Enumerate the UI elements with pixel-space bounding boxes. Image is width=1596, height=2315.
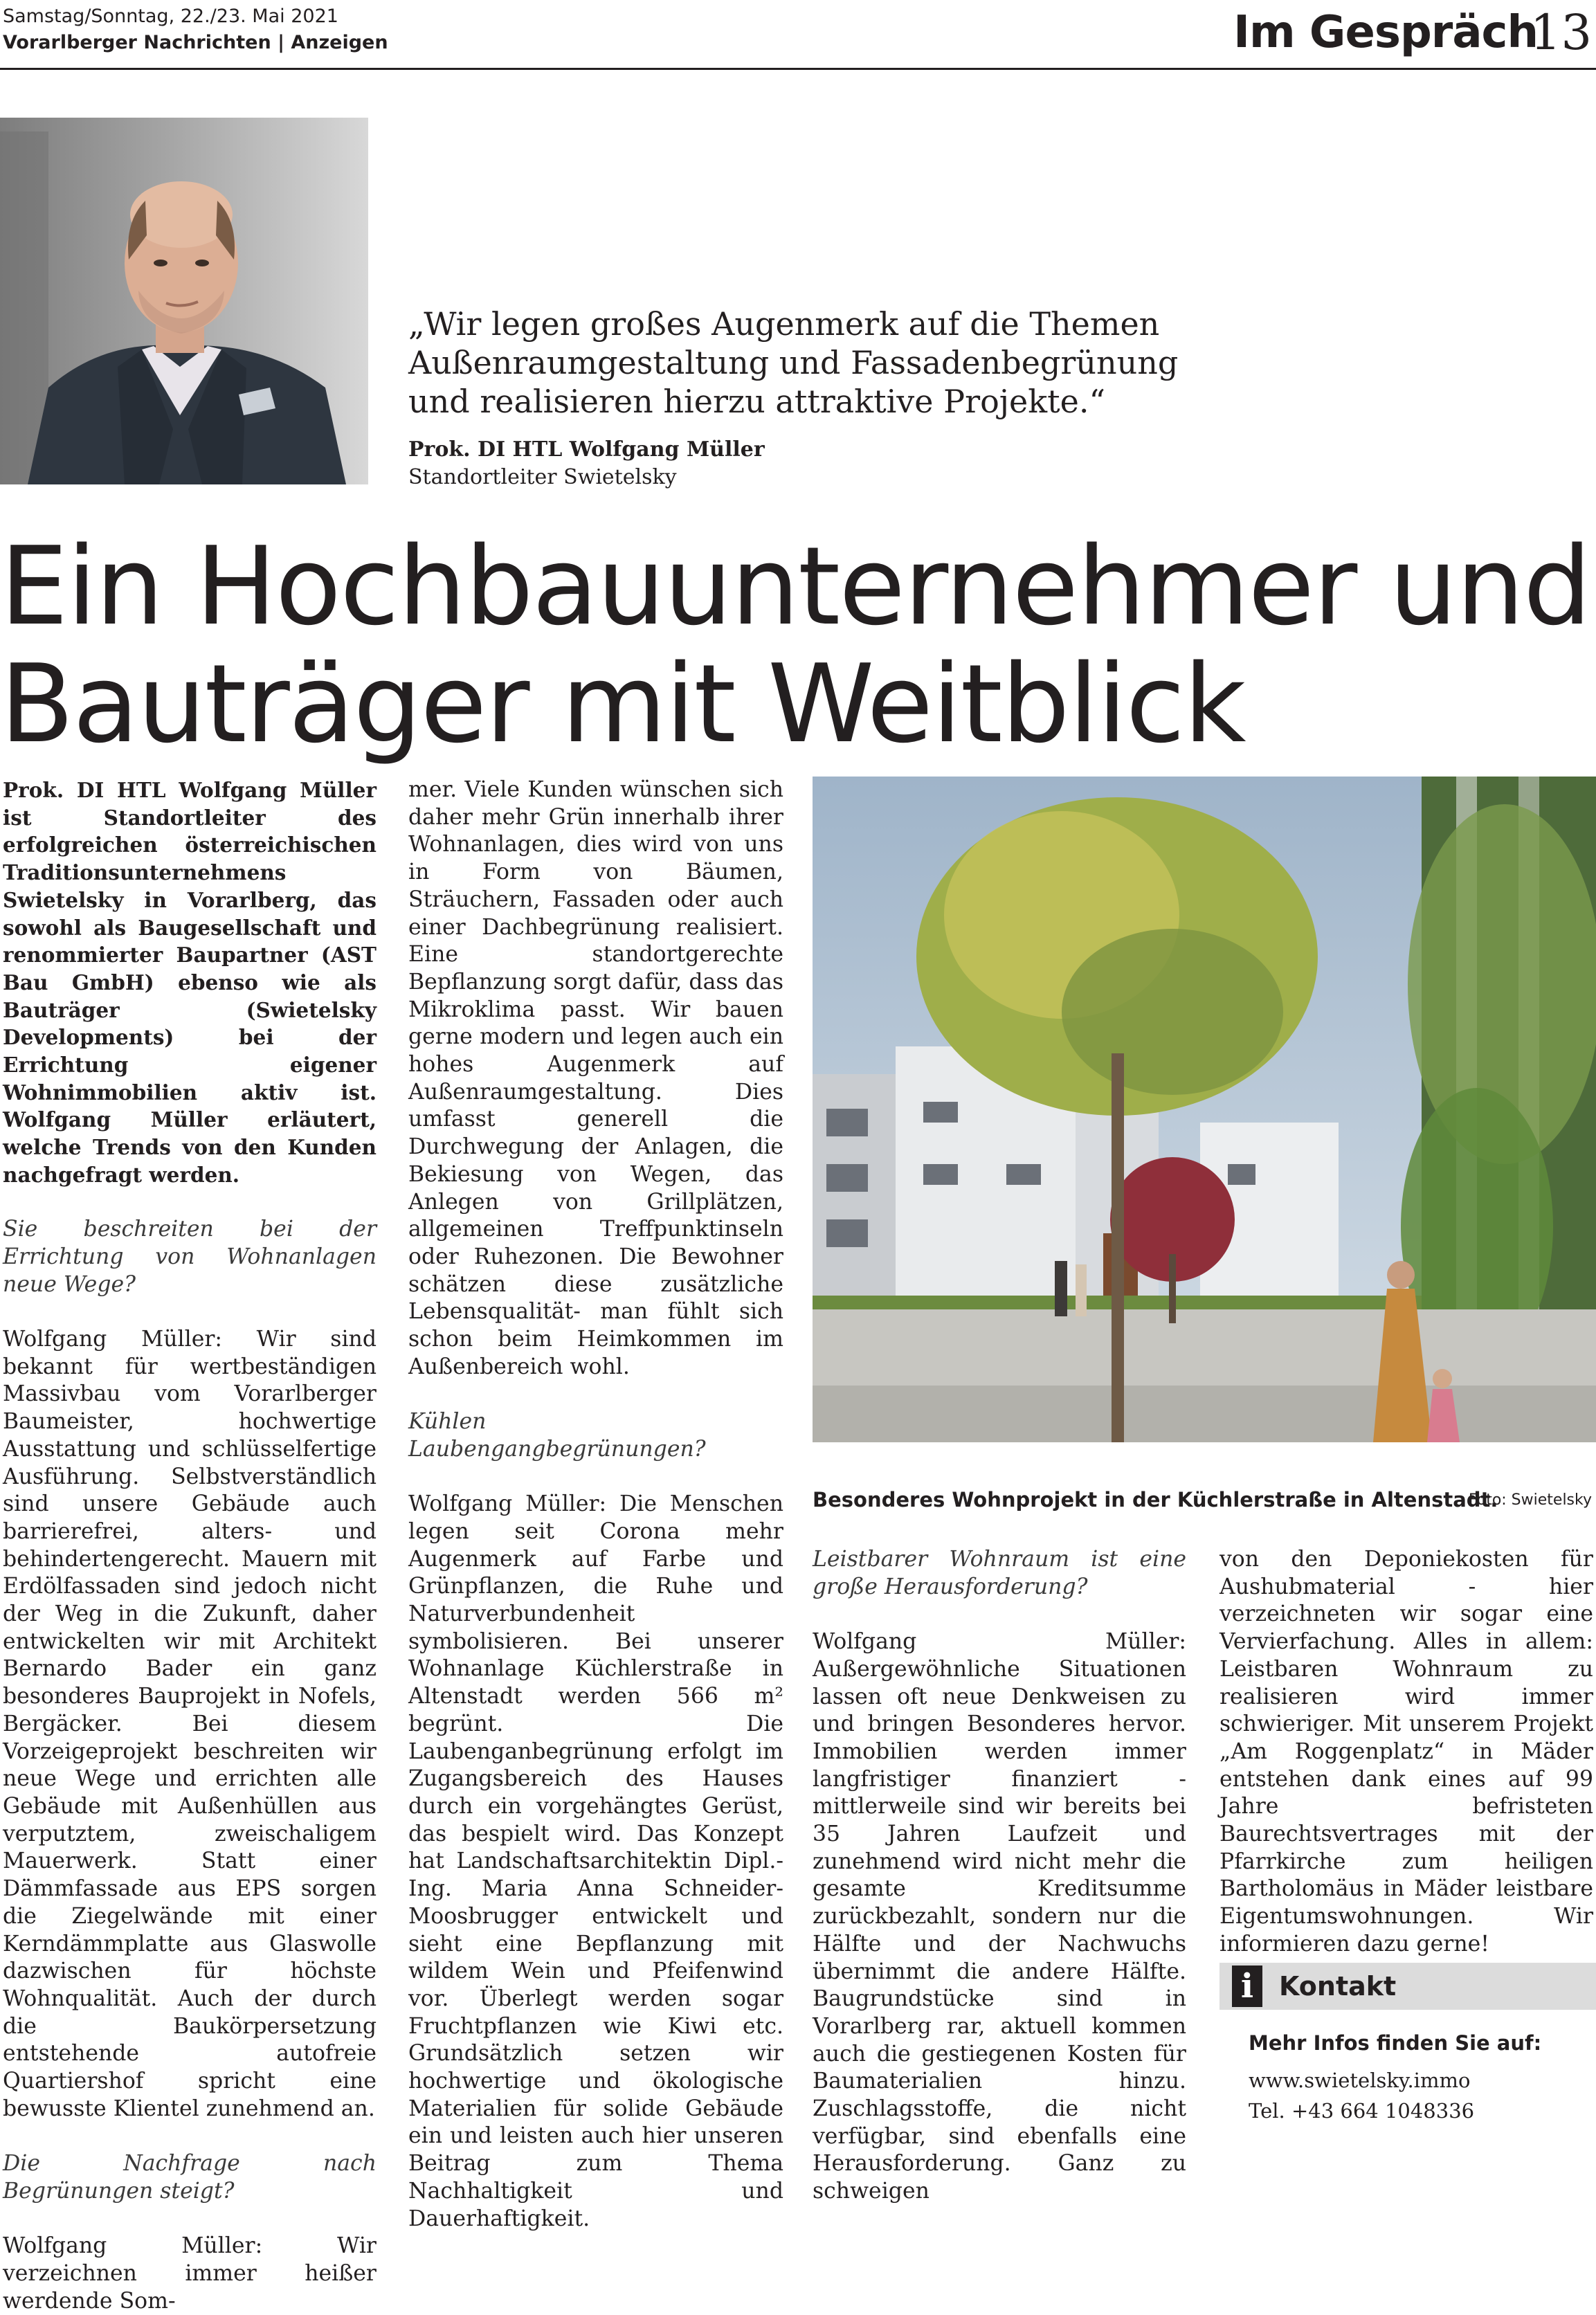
interview-answer: Wolfgang Müller: Außergewöhnliche Situationen lassen oft neue Denkweisen zu und bringen Besonderes hervor. Immobilien werden immer langfristiger finanziert - mittlerweile sind wir bereits bei 35 Jahren Laufzeit und zunehmend wird nicht mehr die gesamte Kreditsumme zurückbezahlt, sondern nur die Hälfte und der Nachwuchs übernimmt die andere Hälfte. Baugrundstücke sind in Vorarlberg rar, aktuell kommen auch die gestiegenen Kosten für Baumaterialien hinzu. Zuschlagsstoffe, die nicht verfügbar, sind ebenfalls eine Herausforderung. Ganz zu schweigen — [813, 1629, 1186, 2204]
pull-quote — [408, 305, 1184, 421]
publication-name: Vorarlberger Nachrichten | Anzeigen — [3, 32, 388, 53]
issue-date: Samstag/Sonntag, 22./23. Mai 2021 — [3, 6, 338, 27]
interview-answer: mer. Viele Kunden wünschen sich daher mehr Grün innerhalb ihrer Wohnanlagen, dies wird von uns in Form von Bäumen, Sträuchern, Fassaden oder auch einer Dachbegrünung realisiert. Eine standortgerechte Bepflanzung sorgt dafür, dass das Mikroklima passt. Wir bauen gerne modern und legen auch ein hohes Augenmerk auf Außenraumgestaltung. Dies umfasst generell die Durchwegung der Anlagen, die Bekiesung von Wegen, das Anlegen von Grillplätzen, allgemeinen Treffpunktinseln oder Ruhezonen. Die Bewohner schätzen diese zusätzliche Lebensqualität- man fühlt sich schon beim Heimkommen im Außenbereich wohl. — [408, 777, 783, 1379]
quote-line: Außenraumgestaltung und Fassadenbegrünung — [408, 344, 1179, 381]
project-photo — [813, 777, 1596, 1442]
headline-line-1: Ein Hochbauunternehmer und — [0, 523, 1590, 649]
interview-question: Kühlen Laubengangbegrünungen? — [408, 1409, 706, 1462]
contact-website-link[interactable]: www.swietelsky.immo — [1249, 2069, 1471, 2092]
article-headline — [0, 523, 1596, 767]
article-column-4 — [1219, 1546, 1593, 1959]
interview-answer: Wolfgang Müller: Die Menschen legen seit Corona mehr Augenmerk auf Farbe und Grünpflanzen, die Ruhe und Naturverbundenheit symbolisieren. Bei unserer Wohnanlage Küchlerstraße in Altenstadt werden 566 m² begrünt. Die Laubenganbegrünung erfolgt im Zugangsbereich des Hauses durch ein vorgehängtes Gerüst, das bespielt wird. Das Konzept hat Landschaftsarchitektin Dipl.-Ing. Maria Anna Schneider-Moosbrugger entwickelt und sieht eine Bepflanzung mit wildem Wein und Pfeifenwind vor. Überlegt werden sogar Fruchtpflanzen wie Kiwi etc. Grundsätzlich setzen wir hochwertige und ökologische Materialien für solide Gebäude ein und leisten auch hier unseren Beitrag zum Thema Nachhaltigkeit und Dauerhaftigkeit. — [408, 1491, 783, 2231]
quote-author: Prok. DI HTL Wolfgang Müller — [408, 437, 765, 462]
article-column-2 — [408, 777, 783, 2233]
quote-line: und realisieren hierzu attraktive Projekte.“ — [408, 383, 1105, 420]
header-rule — [0, 68, 1596, 70]
interview-question: Leistbarer Wohnraum ist eine große Herausforderung? — [813, 1547, 1186, 1599]
interview-answer: von den Deponiekosten für Aushubmaterial - hier verzeichneten wir sogar eine Vervierfachung. Alles in allem: Leistbaren Wohnraum zu realisieren wird immer schwieriger. Mit unserem Projekt „Am Roggenplatz“ in Mäder entstehen dank eines auf 99 Jahre befristeten Baurechtsvertrages mit der Pfarrkirche zum heiligen Bartholomäus in Mäder leistbare Eigentumswohnungen. Wir informieren dazu gerne! — [1219, 1547, 1593, 1957]
section-title: Im Gespräch — [1233, 7, 1538, 58]
contact-title: Kontakt — [1279, 1971, 1397, 2001]
photo-caption: Besonderes Wohnprojekt in der Küchlerstraße in Altenstadt. — [813, 1488, 1498, 1511]
article-lead: Prok. DI HTL Wolfgang Müller ist Standortleiter des erfolgreichen österreichischen Traditionsunternehmens Swietelsky in Vorarlberg, das sowohl als Baugesellschaft und renommierter Baupartner (AST Bau GmbH) ebenso wie als Bauträger (Swietelsky Developments) bei der Errichtung eigener Wohnimmobilien aktiv ist. Wolfgang Müller erläutert, welche Trends von den Kunden nachgefragt werden. — [3, 778, 377, 1187]
interview-answer: Wolfgang Müller: Wir verzeichnen immer heißer werdende Som- — [3, 2233, 377, 2314]
headline-line-2: Bauträger mit Weitblick — [0, 641, 1245, 767]
contact-box — [1219, 1963, 1596, 2148]
photo-credit: Foto: Swietelsky — [1468, 1491, 1592, 1509]
portrait-photo — [0, 118, 368, 484]
page-number: 13 — [1530, 4, 1592, 61]
interview-answer: Wolfgang Müller: Wir sind bekannt für wertbeständigen Massivbau vom Vorarlberger Baumeister, hochwertige Ausstattung und schlüsselfertige Ausführung. Selbstverständlich sind unsere Gebäude auch barrierefrei, alters- und behindertengerecht. Mauern mit Erdölfassaden sind jedoch nicht der Weg in die Zukunft, daher entwickelten wir mit Architekt Bernardo Bader ein ganz besonderes Bauprojekt in Nofels, Bergäcker. Bei diesem Vorzeigeprojekt beschreiten wir neue Wege und errichten alle Gebäude mit Außenhüllen aus verputztem, zweischaligem Mauerwerk. Statt einer Dämmfassade aus EPS sorgen die Ziegelwände mit einer Kerndämmplatte aus Glaswolle dazwischen für höchste Wohnqualität. Auch der durch die Baukörpersetzung entstehende autofreie Quartiershof spricht eine bewusste Klientel zunehmend an. — [3, 1327, 377, 2121]
quote-line: „Wir legen großes Augenmerk auf die Themen — [408, 305, 1160, 343]
interview-question: Sie beschreiten bei der Errichtung von Wohnanlagen neue Wege? — [3, 1217, 377, 1297]
info-icon: i — [1232, 1966, 1262, 2007]
contact-header-bar — [1219, 1963, 1596, 2010]
contact-phone[interactable]: Tel. +43 664 1048336 — [1249, 2099, 1475, 2123]
contact-info-label: Mehr Infos finden Sie auf: — [1249, 2031, 1542, 2055]
quote-author-role: Standortleiter Swietelsky — [408, 465, 677, 489]
interview-question: Die Nachfrage nach Begrünungen steigt? — [3, 2151, 377, 2204]
article-column-1 — [3, 777, 377, 2315]
article-column-3 — [813, 1546, 1186, 2206]
